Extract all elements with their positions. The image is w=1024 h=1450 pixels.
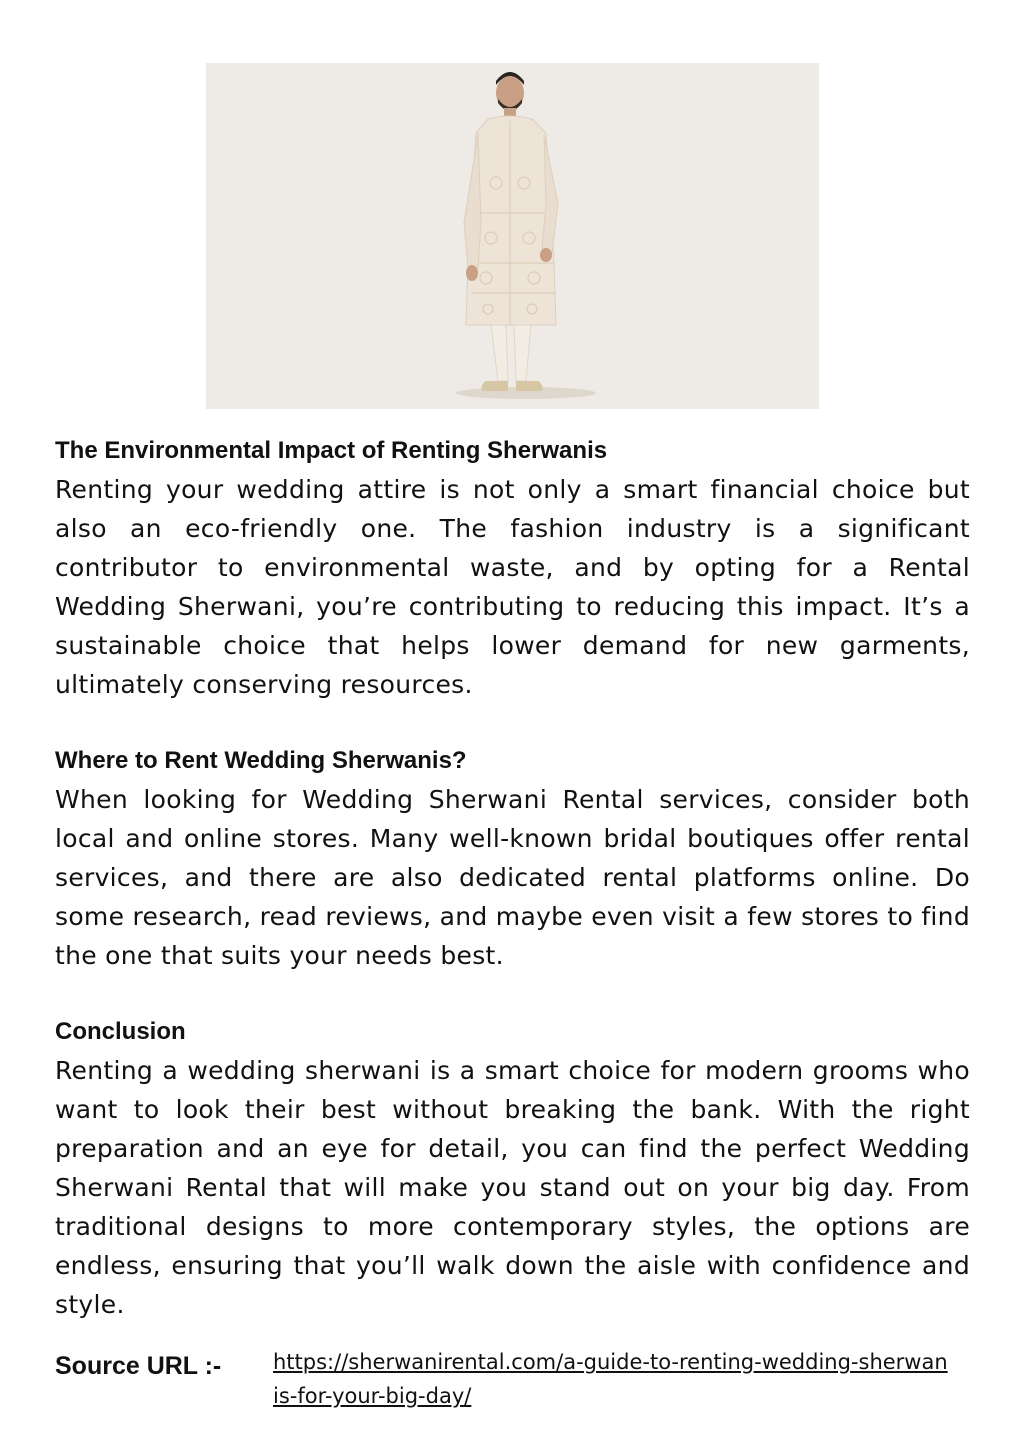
source-url-label: Source URL :- bbox=[55, 1352, 222, 1380]
section-spacer bbox=[55, 975, 970, 1013]
groom-figure-illustration bbox=[206, 63, 819, 409]
section-paragraph-conclusion: Renting a wedding sherwani is a smart choice for modern grooms who want to look their best without breaking the bank. With the right preparation and an eye for detail, you can find the perfect Wedding Sherwani Rental that will make you stand out on your big day. From traditional designs to more contemporary styles, the options are endless, ensuring that you’ll walk down the aisle with confidence and style. bbox=[55, 1056, 970, 1319]
section-heading-environmental-impact: The Environmental Impact of Renting Sherwanis bbox=[55, 437, 608, 464]
groom-sherwani-photo bbox=[206, 63, 819, 409]
section-spacer bbox=[55, 704, 970, 742]
section-heading-conclusion: Conclusion bbox=[55, 1018, 186, 1045]
section-heading-where-to-rent: Where to Rent Wedding Sherwanis? bbox=[55, 747, 467, 774]
section-paragraph-environmental-impact: Renting your wedding attire is not only a smart financial choice but also an eco-friendly one. The fashion industry is a significant contributor to environmental waste, and by opting for a Rental Wedding Sherwani, you’re contributing to reducing this impact. It’s a sustainable choice that helps lower demand for new garments, ultimately conserving resources. bbox=[55, 475, 970, 699]
source-url-link[interactable]: https://sherwanirental.com/a-guide-to-renting-wedding-sherwanis-for-your-big-day/ bbox=[273, 1350, 948, 1408]
article-body bbox=[55, 432, 970, 1324]
section-paragraph-where-to-rent: When looking for Wedding Sherwani Rental services, consider both local and online stores. Many well-known bridal boutiques offer rental services, and there are also dedicated rental platforms online. Do some research, read reviews, and maybe even visit a few stores to find the one that suits your needs best. bbox=[55, 785, 970, 970]
